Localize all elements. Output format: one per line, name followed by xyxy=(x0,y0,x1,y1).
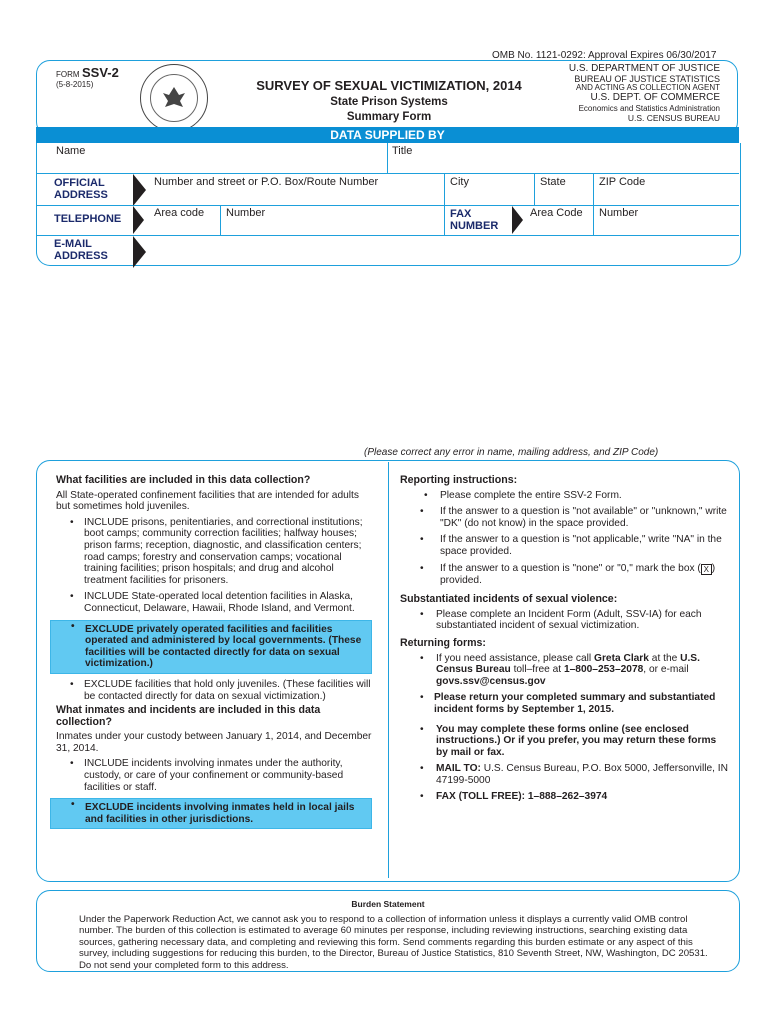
burden-title: Burden Statement xyxy=(351,899,425,909)
correction-note: (Please correct any error in name, mailing address, and ZIP Code) xyxy=(364,447,659,458)
inmates-question: What inmates and incidents are included in this data collection? xyxy=(56,704,321,728)
list-item: • INCLUDE State-operated local detention facilities in Alaska, Connecticut, Delaware, Hawaii, Rhode Island, and Vermont. xyxy=(70,591,355,614)
city-label: City xyxy=(450,176,469,188)
list-item: • MAIL TO: U.S. Census Bureau, P.O. Box 5000, Jeffersonville, IN 47199-5000 xyxy=(420,763,728,786)
omb-number: OMB No. 1121-0292: Approval Expires 06/30/2017 xyxy=(492,50,717,61)
state-label: State xyxy=(540,176,566,188)
highlight-item: • EXCLUDE incidents involving inmates held in local jails and facilities in other jurisdictions. xyxy=(50,798,372,829)
city-field[interactable] xyxy=(448,190,528,202)
list-item: • Please complete an Incident Form (Adult, SSV-IA) for each substantiated incident of sexual victimization. xyxy=(420,608,702,632)
dept-bjs: BUREAU OF JUSTICE STATISTICS xyxy=(574,74,720,84)
facilities-question: What facilities are included in this data collection? xyxy=(56,474,311,486)
data-supplied-banner: DATA SUPPLIED BY xyxy=(36,127,739,143)
burden-statement xyxy=(36,890,740,972)
street-field[interactable] xyxy=(150,190,440,202)
official-address-label: OFFICIAL ADDRESS xyxy=(54,177,108,201)
fax-number-label: Number xyxy=(599,207,639,219)
state-field[interactable] xyxy=(538,190,588,202)
email-label: E-MAIL ADDRESS xyxy=(54,238,108,262)
list-item: • You may complete these forms online (see enclosed instructions.) Or if you prefer, you may return these forms by mail or fax. xyxy=(420,723,717,758)
form-date: (5-8-2015) xyxy=(56,80,94,89)
list-item: • Please complete the entire SSV-2 Form. xyxy=(424,489,622,501)
inmates-intro: Inmates under your custody between January 1, 2014, and December 31, 2014. xyxy=(56,731,372,754)
checkbox-example-icon: X xyxy=(701,564,712,575)
form-subtitle-2: Summary Form xyxy=(346,111,432,123)
telephone-label: TELEPHONE xyxy=(54,213,122,225)
area-code-label: Area code xyxy=(154,207,205,219)
list-item: • FAX (TOLL FREE): 1–888–262–3974 xyxy=(420,791,608,803)
zip-label: ZIP Code xyxy=(599,176,646,188)
burden-text: Under the Paperwork Reduction Act, we cannot ask you to respond to a collection of information unless it displays a currently valid OMB control number. The burden of this collection is estimated to average 60 minutes per response, including reviewing instructions, searching existing data sources, gathering necessary data, and completing and reviewing this form. Send comments regarding this burden estimate or any aspect of this survey, including suggestions for reducing this burden, to the Director, Bureau of Justice Statistics, 810 Seventh Street, NW, Washington, DC 20531. Do not send your completed form to this address. xyxy=(79,913,708,971)
email-field[interactable] xyxy=(150,242,710,256)
dept-agent: AND ACTING AS COLLECTION AGENT xyxy=(575,83,720,92)
doj-seal-icon xyxy=(140,64,208,132)
list-item: • INCLUDE incidents involving inmates under the authority, custody, or care of your confinement or community-based facilities or staff. xyxy=(70,758,344,793)
form-subtitle: State Prison Systems xyxy=(330,96,448,108)
arrow-email-icon xyxy=(133,236,146,268)
dept-census: U.S. CENSUS BUREAU xyxy=(627,113,720,123)
zip-field[interactable] xyxy=(597,190,727,202)
arrow-telephone-icon xyxy=(133,206,144,234)
name-field[interactable] xyxy=(56,158,381,172)
number-label: Number xyxy=(226,207,266,219)
fax-field[interactable] xyxy=(527,221,727,233)
facilities-column xyxy=(56,475,372,834)
email-link[interactable]: govs.ssv@census.gov xyxy=(436,675,546,687)
reporting-heading: Reporting instructions: xyxy=(400,474,518,486)
list-item: • If the answer to a question is "not available" or "unknown," write "DK" (do not know) in the space provided. xyxy=(420,506,727,529)
dept-justice: U.S. DEPARTMENT OF JUSTICE xyxy=(568,63,720,74)
facilities-intro: All State-operated confinement facilities that are intended for adults but sometimes hold juveniles. xyxy=(56,489,359,513)
list-item: • If the answer to a question is "none" or "0," mark the box ( X ) provided. xyxy=(420,562,716,586)
list-item: • INCLUDE prisons, penitentiaries, and correctional institutions; boot camps; community correction facilities; halfway houses; prison farms; reception, diagnostic, and classification centers; road camps; forestry and conservation camps; vocational training facilities; prison hospitals; and drug and alcohol treatment facilities for prisoners. xyxy=(70,516,363,586)
fax-area-code-label: Area Code xyxy=(530,207,583,219)
street-label: Number and street or P.O. Box/Route Number xyxy=(154,176,379,188)
title-label: Title xyxy=(392,145,413,157)
list-item: • If the answer to a question is "not applicable," write "NA" in the space provided. xyxy=(420,534,722,557)
instructions-column xyxy=(400,475,730,808)
dept-esa: Economics and Statistics Administration xyxy=(578,104,720,113)
arrow-address-icon xyxy=(133,174,146,206)
form-id: SSV-2 xyxy=(82,65,119,80)
substantiated-heading: Substantiated incidents of sexual violence: xyxy=(400,593,618,606)
highlight-item: • EXCLUDE privately operated facilities and facilities operated and administered by local governments. (These facilities will be contacted directly for data on sexual victimization.) xyxy=(50,620,372,674)
dept-commerce: U.S. DEPT. OF COMMERCE xyxy=(590,92,720,103)
list-item: • If you need assistance, please call Greta Clark at the U.S. Census Bureau toll–free at 1–800–253–2078, or e-mail govs.ssv@census.gov xyxy=(420,652,700,687)
telephone-field[interactable] xyxy=(150,221,440,233)
list-item: • Please return your completed summary and substantiated incident forms by September 1, 2015. xyxy=(420,692,716,715)
title-field[interactable] xyxy=(392,158,732,172)
name-label: Name xyxy=(56,145,86,157)
list-item: • EXCLUDE facilities that hold only juveniles. (These facilities will be contacted directly for data on sexual victimization.) xyxy=(70,678,371,702)
returning-heading: Returning forms: xyxy=(400,636,486,649)
fax-label: FAX NUMBER xyxy=(450,208,499,232)
form-title: SURVEY OF SEXUAL VICTIMIZATION, 2014 xyxy=(256,78,522,93)
form-label: FORM xyxy=(56,70,80,79)
arrow-fax-icon xyxy=(512,206,523,234)
